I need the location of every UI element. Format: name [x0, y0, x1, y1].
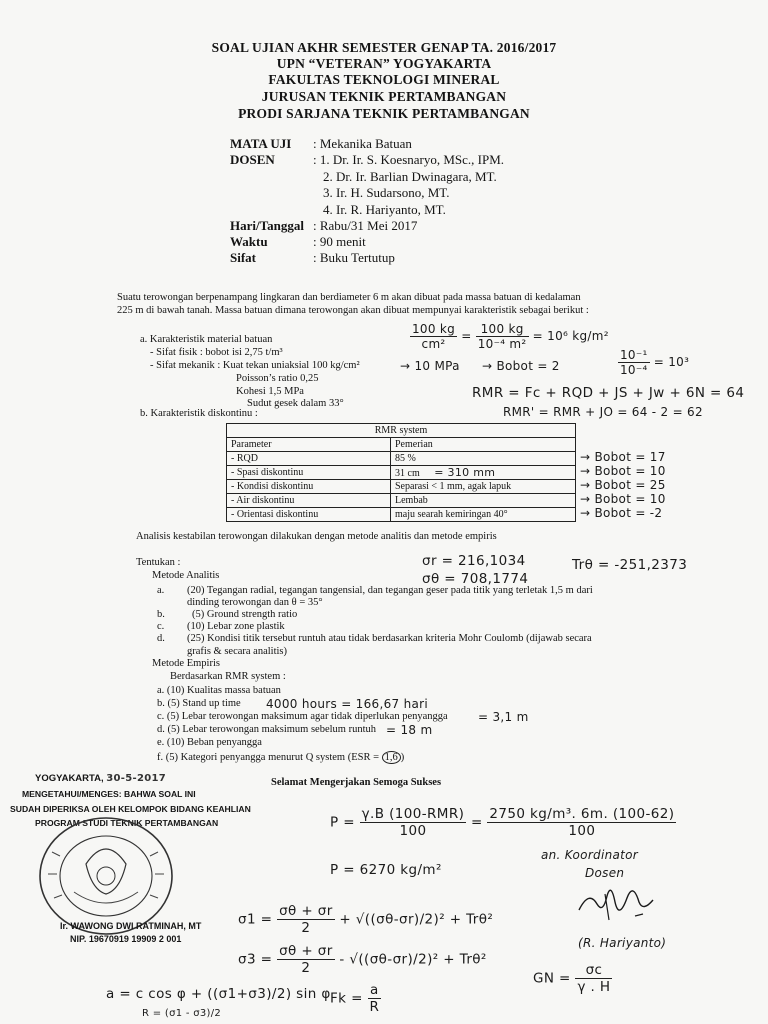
hand-lebar-2: = 18 m [386, 723, 433, 737]
empiris-b: b. (5) Stand up time [157, 698, 241, 709]
hand-sigma3-formula: σ3 = $\frac{\sigma\theta + \sigma r}{2}$ - √((σθ-σr)/2)² + Trθ² [238, 943, 487, 976]
hand-sigma-r: σr = 216,1034 [422, 553, 526, 569]
hari-value: : Rabu/31 Mei 2017 [313, 218, 418, 233]
a-mekanik: - Sifat mekanik : Kuat tekan uniaksial 100 kg/cm² [150, 360, 360, 371]
b-title: b. Karakteristik diskontinu : [140, 408, 258, 419]
hari-label: Hari/Tanggal [230, 218, 304, 233]
hand-rmr-adjusted: RMR' = RMR + JO = 64 - 2 = 62 [503, 405, 703, 419]
esr-circled-value: 1,6 [382, 751, 401, 764]
empiris-c: c. (5) Lebar terowongan maksimum agar tidak diperlukan penyangga [157, 711, 448, 722]
stamp-place: YOGYAKARTA, 30-5-2017 [35, 773, 166, 784]
empiris-d: d. (5) Lebar terowongan maksimum sebelum runtuh [157, 724, 376, 735]
mata-uji-value: : Mekanika Batuan [313, 136, 412, 151]
header-line-3: FAKULTAS TEKNOLOGI MINERAL [268, 72, 500, 87]
hand-stand-up-time: 4000 hours = 166,67 hari [266, 697, 429, 711]
analitis-a-text-1: (20) Tegangan radial, tegangan tangensial, dan tegangan geser pada titik yang terletak 1,5 m dari [187, 585, 593, 596]
header-line-5: PRODI SARJANA TEKNIK PERTAMBANGAN [238, 106, 530, 121]
header-line-2: UPN “VETERAN” YOGYAKARTA [276, 56, 492, 71]
header-line-1: SOAL UJIAN AKHR SEMESTER GENAP TA. 2016/2017 [211, 40, 557, 55]
hand-p-formula: P = $\frac{\text{γ.B (100-RMR)}}{100}$ = $\frac{\text{2750 kg/m³. 6m. (100-62)}}{100}$ [330, 806, 675, 839]
hand-bobot-air: → Bobot = 10 [580, 492, 666, 506]
hand-koordinator: an. Koordinator [541, 848, 639, 862]
table-row [227, 452, 576, 466]
analitis-c-text: (10) Lebar zone plastik [187, 621, 285, 632]
metode-empiris-title: Metode Empiris [152, 658, 220, 669]
table-cell: - Spasi diskontinu [227, 466, 391, 480]
hand-fk-formula: Fk = $\frac{a}{R}$ [330, 982, 380, 1015]
empiris-f: f. (5) Kategori penyangga menurut Q system (ESR = 1,6 ) [157, 752, 405, 763]
analitis-a-letter: a. [157, 585, 165, 596]
metode-analitis-title: Metode Analitis [152, 570, 220, 581]
hand-r-formula: R = (σ1 - σ3)/2 [142, 1008, 222, 1019]
stamp-nip: NIP. 19670919 19909 2 001 [70, 934, 182, 944]
analitis-d-text-2: grafis & secara analitis) [187, 646, 287, 657]
dosen-label: DOSEN [230, 152, 275, 167]
table-row [227, 480, 576, 494]
hand-a-formula: a = c cos φ + ((σ1+σ3)/2) sin φ [106, 986, 331, 1002]
empiris-a: a. (10) Kualitas massa batuan [157, 685, 281, 696]
stamp-line-2: SUDAH DIPERIKSA OLEH KELOMPOK BIDANG KEAHLIAN [10, 804, 251, 814]
table-cell: - Kondisi diskontinu [227, 480, 391, 494]
stamp-line-3: PROGRAM STUDI TEKNIK PERTAMBANGAN [35, 818, 219, 828]
table-cell: - RQD [227, 452, 391, 466]
rmr-table [226, 423, 576, 522]
mata-uji-label: MATA UJI [230, 136, 292, 151]
table-cell: Lembab [391, 494, 576, 508]
empiris-e: e. (10) Beban penyangga [157, 737, 262, 748]
a-sudut: Sudut gesek dalam 33° [247, 398, 344, 409]
analysis-intro: Analisis kestabilan terowongan dilakukan dengan metode analitis dan metode empiris [136, 531, 497, 542]
hand-gn-formula: GN = $\frac{\sigma c}{\gamma . H}$ [533, 962, 611, 995]
a-kohesi: Kohesi 1,5 MPa [236, 386, 304, 397]
hand-p-result: P = 6270 kg/m² [330, 862, 442, 878]
hand-mm: = 310 mm [434, 466, 496, 479]
table-cell: maju searah kemiringan 40° [391, 508, 576, 522]
rmr-header-parameter: Parameter [227, 438, 391, 452]
waktu-value: : 90 menit [313, 234, 366, 249]
analitis-d-text-1: (25) Kondisi titik tersebut runtuh atau tidak berdasarkan kriteria Mohr Coulomb (dijawab secara [187, 633, 592, 644]
hand-hariyanto: (R. Hariyanto) [578, 936, 667, 950]
stamp-name: Ir. WAWONG DWI RATMINAH, MT [60, 921, 202, 931]
hand-tau: Trθ = -251,2373 [572, 557, 688, 573]
hand-stamp-date: 30-5-2017 [106, 773, 166, 784]
hand-bobot-2: → Bobot = 2 [482, 359, 560, 373]
table-cell: 85 % [391, 452, 576, 466]
hand-sigma1-formula: σ1 = $\frac{\sigma\theta + \sigma r}{2}$ + √((σθ-σr)/2)² + Trθ² [238, 903, 494, 936]
hand-bobot-kondisi: → Bobot = 25 [580, 478, 666, 492]
analitis-a-text-2: dinding terowongan dan θ = 35° [187, 597, 323, 608]
dosen-1: : 1. Dr. Ir. S. Koesnaryo, MSc., IPM. [313, 152, 505, 167]
empiris-sub: Berdasarkan RMR system : [170, 671, 286, 682]
problem-intro-1: Suatu terowongan berpenampang lingkaran dan berdiameter 6 m akan dibuat pada massa batuan di kedalaman [117, 292, 581, 303]
table-row [227, 494, 576, 508]
analitis-b-text: (5) Ground strength ratio [192, 609, 298, 620]
dosen-4: 4. Ir. R. Hariyanto, MT. [323, 202, 446, 217]
table-cell: - Orientasi diskontinu [227, 508, 391, 522]
table-cell: Separasi < 1 mm, agak lapuk [391, 480, 576, 494]
hand-mpa: → 10 MPa [400, 359, 460, 373]
a-title: a. Karakteristik material batuan [140, 334, 273, 345]
waktu-label: Waktu [230, 234, 268, 249]
hand-rmr: RMR = Fc + RQD + JS + Jw + 6N = 64 [472, 385, 745, 401]
sifat-label: Sifat [230, 250, 256, 265]
problem-intro-2: 225 m di bawah tanah. Massa batuan dimana terowongan akan dibuat mempunyai karakteristik sebagai berikut : [117, 305, 589, 316]
analitis-b-letter: b. [157, 609, 165, 620]
unit-frac-2: $\frac{100 kg}{\text{10⁻⁴ m²}}$ [477, 322, 527, 351]
table-cell: - Air diskontinu [227, 494, 391, 508]
rmr-header-pemerian: Pemerian [391, 438, 576, 452]
table-cell: 31 cm = 310 mm [391, 466, 576, 480]
analitis-d-letter: d. [157, 633, 165, 644]
dosen-3: 3. Ir. H. Sudarsono, MT. [323, 185, 450, 200]
sifat-value: : Buku Tertutup [313, 250, 395, 265]
hand-bobot-spasi: → Bobot = 10 [580, 464, 666, 478]
header-line-4: JURUSAN TEKNIK PERTAMBANGAN [261, 89, 507, 104]
closing-text: Selamat Mengerjakan Semoga Sukses [271, 777, 442, 788]
table-row [227, 508, 576, 522]
table-row [227, 466, 576, 480]
rmr-table-title: RMR system [227, 424, 576, 438]
dosen-2: 2. Dr. Ir. Barlian Dwinagara, MT. [323, 169, 497, 184]
analitis-c-letter: c. [157, 621, 165, 632]
hand-unit-conversion: $\frac{100 kg}{\text{cm²}}$ = $\frac{100 kg}{\text{10⁻⁴ m²}}$ = 10⁶ kg/m² [412, 322, 609, 351]
faculty-seal-icon [34, 812, 184, 938]
unit-frac-1: $\frac{100 kg}{\text{cm²}}$ [412, 322, 456, 351]
tentukan: Tentukan : [136, 557, 181, 568]
stamp-line-1: MENGETAHUI/MENGES: BAHWA SOAL INI [22, 789, 196, 799]
hand-bobot-rqd: → Bobot = 17 [580, 450, 666, 464]
hand-lebar-1: = 3,1 m [478, 710, 529, 724]
hand-bobot-orientasi: → Bobot = -2 [580, 506, 663, 520]
hand-sigma-theta: σθ = 708,1774 [422, 571, 529, 587]
signature-icon [575, 880, 665, 930]
a-fisik: - Sifat fisik : bobot isi 2,75 t/m³ [150, 347, 283, 358]
hand-unit-ratio: $\frac{\text{10⁻¹}}{\text{10⁻⁴}}$ = 10³ [620, 348, 690, 377]
a-poisson: Poisson’s ratio 0,25 [236, 373, 319, 384]
hand-dosen: Dosen [585, 866, 625, 880]
